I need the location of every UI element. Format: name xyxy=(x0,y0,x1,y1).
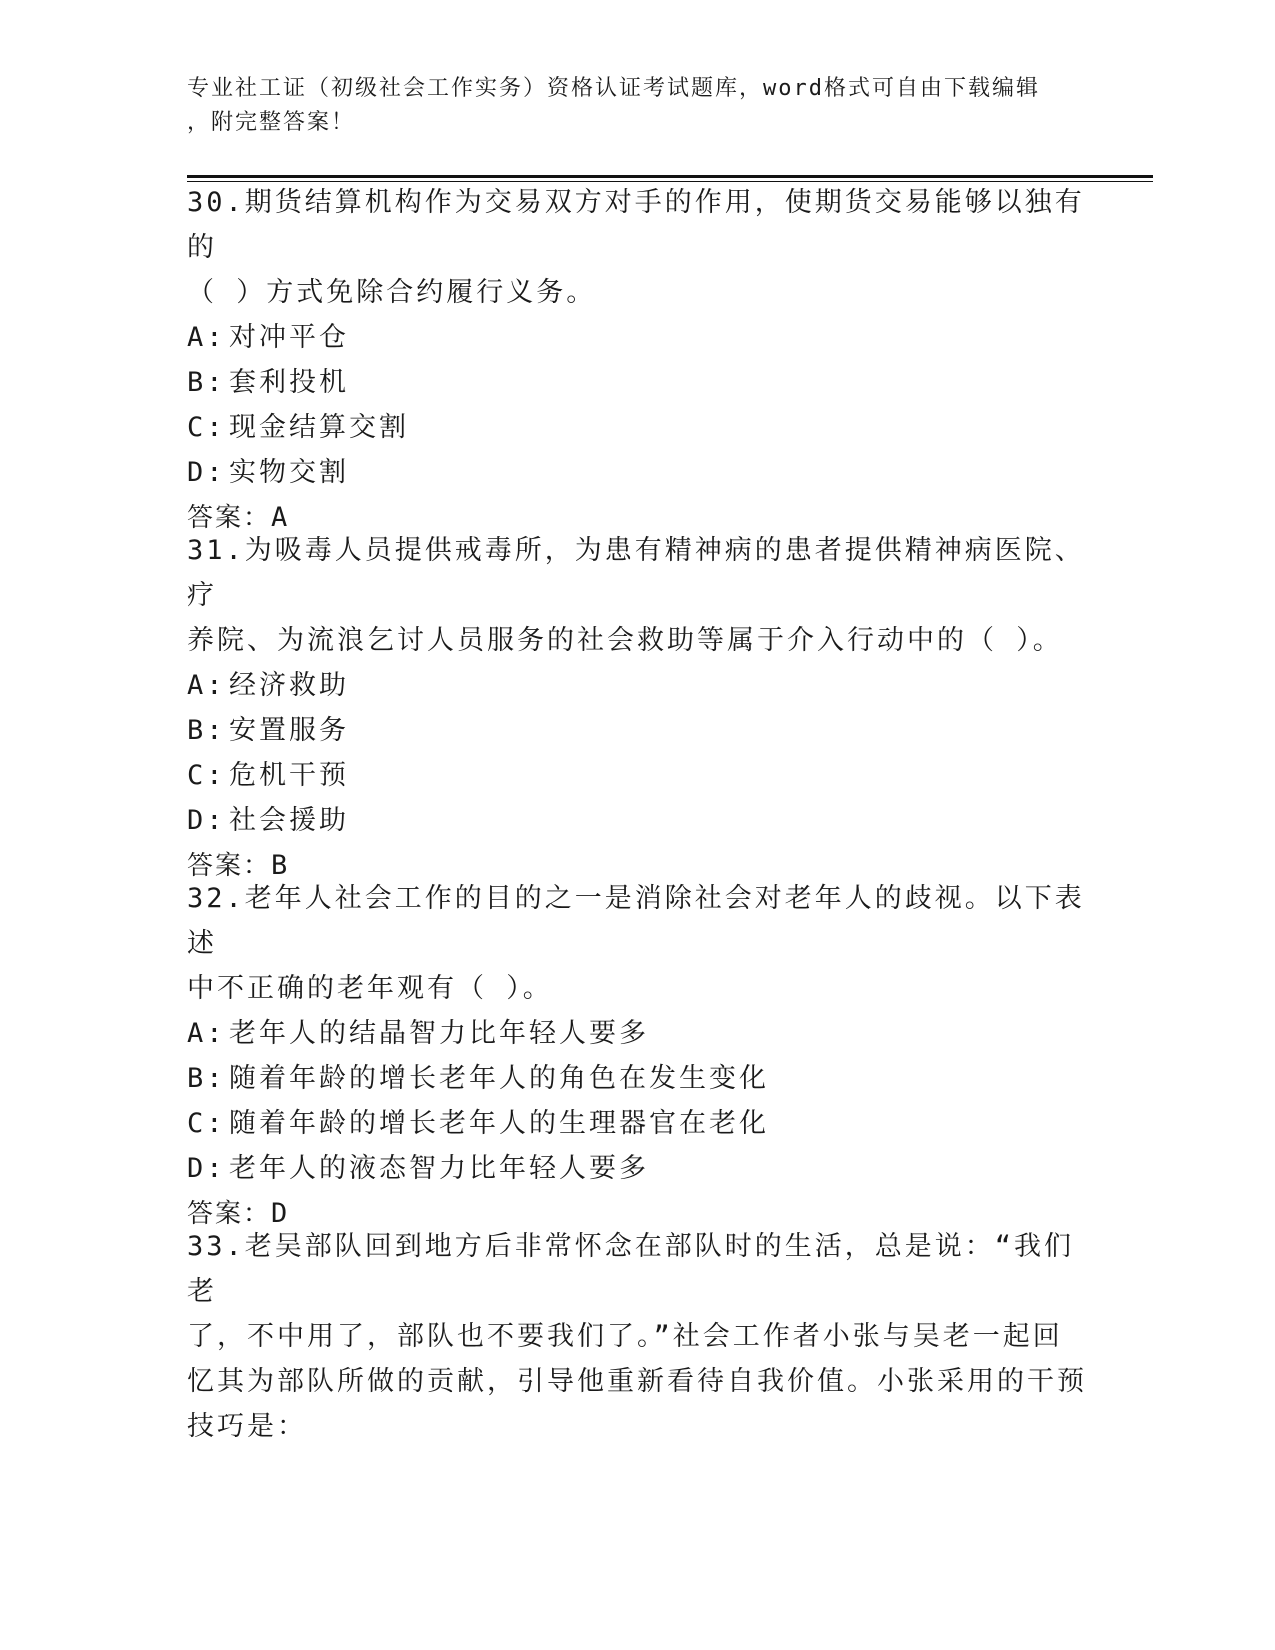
option-a: A: 老年人的结晶智力比年轻人要多 xyxy=(187,1018,649,1049)
option-c: C: 现金结算交割 xyxy=(187,412,409,443)
question-32 xyxy=(187,876,1087,1237)
header-divider-thick xyxy=(187,175,1153,178)
question-stem-line: 30.期货结算机构作为交易双方对手的作用，使期货交易能够以独有的 xyxy=(187,187,1085,263)
answer: 答案：A xyxy=(187,502,289,533)
option-d: D: 老年人的液态智力比年轻人要多 xyxy=(187,1153,649,1184)
option-a: A: 对冲平仓 xyxy=(187,322,349,353)
question-stem-line: 31.为吸毒人员提供戒毒所，为患有精神病的患者提供精神病医院、疗 xyxy=(187,535,1085,611)
question-30 xyxy=(187,180,1087,541)
option-c: C: 危机干预 xyxy=(187,760,349,791)
question-stem-line: 技巧是： xyxy=(187,1411,307,1442)
question-33 xyxy=(187,1224,1087,1449)
question-stem-line: 33.老吴部队回到地方后非常怀念在部队时的生活，总是说：“我们老 xyxy=(187,1231,1075,1307)
question-stem-line: 忆其为部队所做的贡献，引导他重新看待自我价值。小张采用的干预 xyxy=(187,1366,1087,1397)
question-stem-line: 了，不中用了，部队也不要我们了。”社会工作者小张与吴老一起回 xyxy=(187,1321,1063,1352)
option-b: B: 套利投机 xyxy=(187,367,349,398)
option-b: B: 随着年龄的增长老年人的角色在发生变化 xyxy=(187,1063,769,1094)
question-stem-line: 中不正确的老年观有（ ）。 xyxy=(187,973,553,1004)
option-d: D: 社会援助 xyxy=(187,805,349,836)
question-stem-line: （ ）方式免除合约履行义务。 xyxy=(187,277,597,308)
option-c: C: 随着年龄的增长老年人的生理器官在老化 xyxy=(187,1108,769,1139)
question-stem-line: 32.老年人社会工作的目的之一是消除社会对老年人的歧视。以下表述 xyxy=(187,883,1085,959)
question-stem-line: 养院、为流浪乞讨人员服务的社会救助等属于介入行动中的（ ）。 xyxy=(187,625,1063,656)
header-line-1: 专业社工证（初级社会工作实务）资格认证考试题库，word格式可自由下载编辑 xyxy=(187,76,1040,101)
question-31 xyxy=(187,528,1087,889)
header-line-2: ，附完整答案！ xyxy=(187,110,356,135)
option-b: B: 安置服务 xyxy=(187,715,349,746)
answer: 答案：D xyxy=(187,1198,289,1229)
option-d: D: 实物交割 xyxy=(187,457,349,488)
answer: 答案：B xyxy=(187,850,289,881)
option-a: A: 经济救助 xyxy=(187,670,349,701)
document-header xyxy=(187,72,1087,140)
